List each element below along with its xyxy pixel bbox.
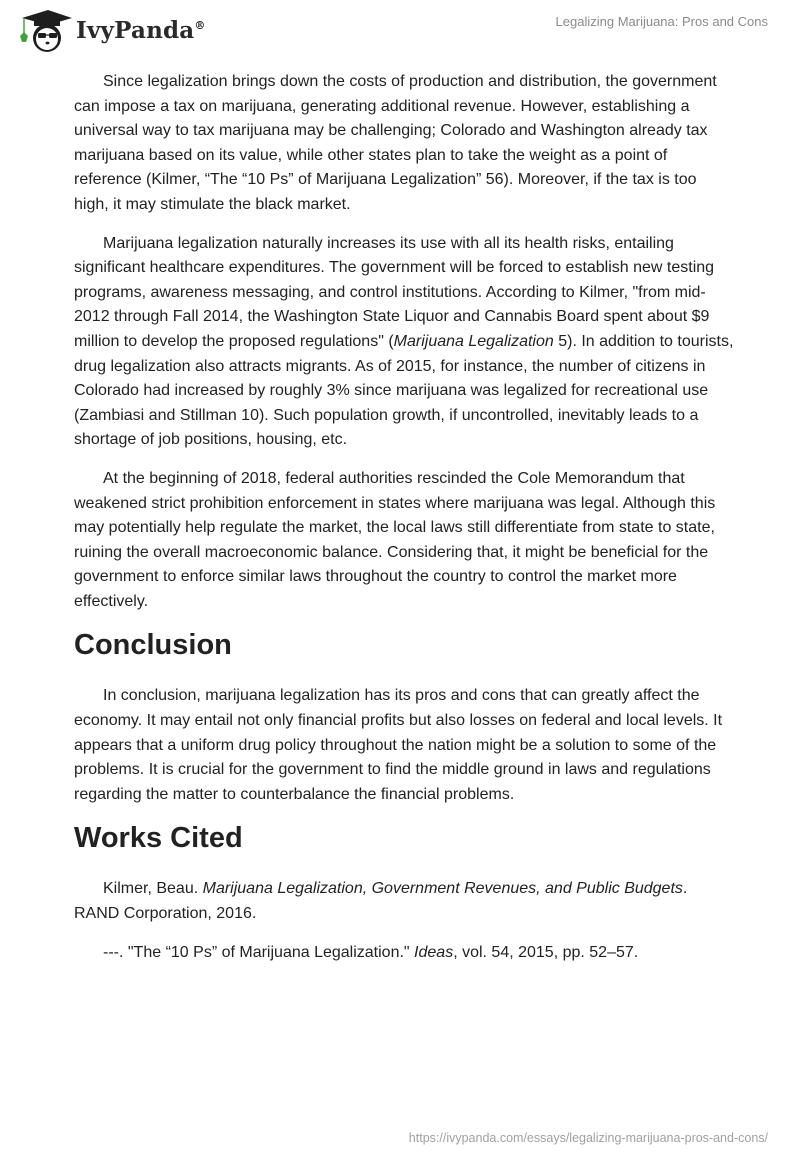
citation-title: Marijuana Legalization, Government Revenues, and Public Budgets — [202, 880, 683, 898]
paragraph-federal: At the beginning of 2018, federal authorities rescinded the Cole Memorandum that weakened strict prohibition enforcement in states where marijuana was legal. Although this may potentially help regulate the market, the local laws still differentiate from state to state, ruining the overall macroeconomic balance. Considering that, it might be beneficial for the government to enforce similar laws throughout the country to control the market more effectively. — [74, 469, 716, 610]
conclusion-paragraph: In conclusion, marijuana legalization has its pros and cons that can greatly affect the economy. It may entail not only financial profits but also losses on federal and local levels. It appears that a uniform drug policy throughout the nation might be a solution to some of the problems. It is crucial for the government to find the middle ground in laws and regulations regarding the matter to counterbalance the financial problems. — [74, 687, 723, 803]
citation-entry — [74, 877, 734, 926]
citation-title: Ideas — [414, 943, 454, 961]
citation-text: Kilmer, Beau. — [103, 880, 203, 898]
paragraph-text: Marijuana legalization naturally increases its use with all its health risks, entailing significant healthcare expenditures. The government will be forced to establish new testing programs, awareness messaging, and control institutions. According to Kilmer, "from mid-2012 through Fall 2014, the Washington State Liquor and Cannabis Board spent about $9 million to develop the proposed regulations" ( — [74, 234, 715, 350]
essay-content — [74, 70, 734, 979]
ivypanda-logo[interactable] — [14, 6, 206, 54]
panda-graduate-icon — [14, 6, 74, 54]
citation-entry — [74, 941, 734, 966]
works-cited-heading: Works Cited — [74, 822, 243, 855]
italic-citation: Marijuana Legalization — [393, 332, 554, 350]
paragraph-healthcare — [74, 232, 734, 453]
citation-text: . RAND Corporation, 2016. — [74, 880, 688, 923]
source-url-link[interactable]: https://ivypanda.com/essays/legalizing-marijuana-pros-and-cons/ — [408, 1131, 768, 1145]
registered-mark: ® — [194, 18, 206, 32]
logo-wordmark — [76, 17, 206, 44]
page-header — [0, 0, 800, 60]
logo-text: IvyPanda — [76, 16, 195, 44]
citation-text: ---. "The “10 Ps” of Marijuana Legalization." — [103, 943, 415, 961]
paragraph-taxation: Since legalization brings down the costs of production and distribution, the government can impose a tax on marijuana, generating additional revenue. However, establishing a universal way to tax marijuana may be challenging; Colorado and Washington already tax marijuana based on its value, while other states plan to take the weight as a point of reference (Kilmer, “The “10 Ps” of Marijuana Legalization” 56). Moreover, if the tax is too high, it may stimulate the black market. — [74, 73, 717, 213]
conclusion-heading: Conclusion — [74, 629, 232, 662]
paragraph-text: 5). In addition to tourists, drug legalization also attracts migrants. As of 2015, for instance, the number of citizens in Colorado had increased by roughly 3% since marijuana was legalized for recreational use (Zambiasi and Stillman 10). Such population growth, if uncontrolled, inevitably leads to a shortage of job positions, housing, etc. — [74, 332, 734, 449]
document-title: Legalizing Marijuana: Pros and Cons — [555, 14, 768, 29]
citation-text: , vol. 54, 2015, pp. 52–57. — [453, 943, 639, 961]
